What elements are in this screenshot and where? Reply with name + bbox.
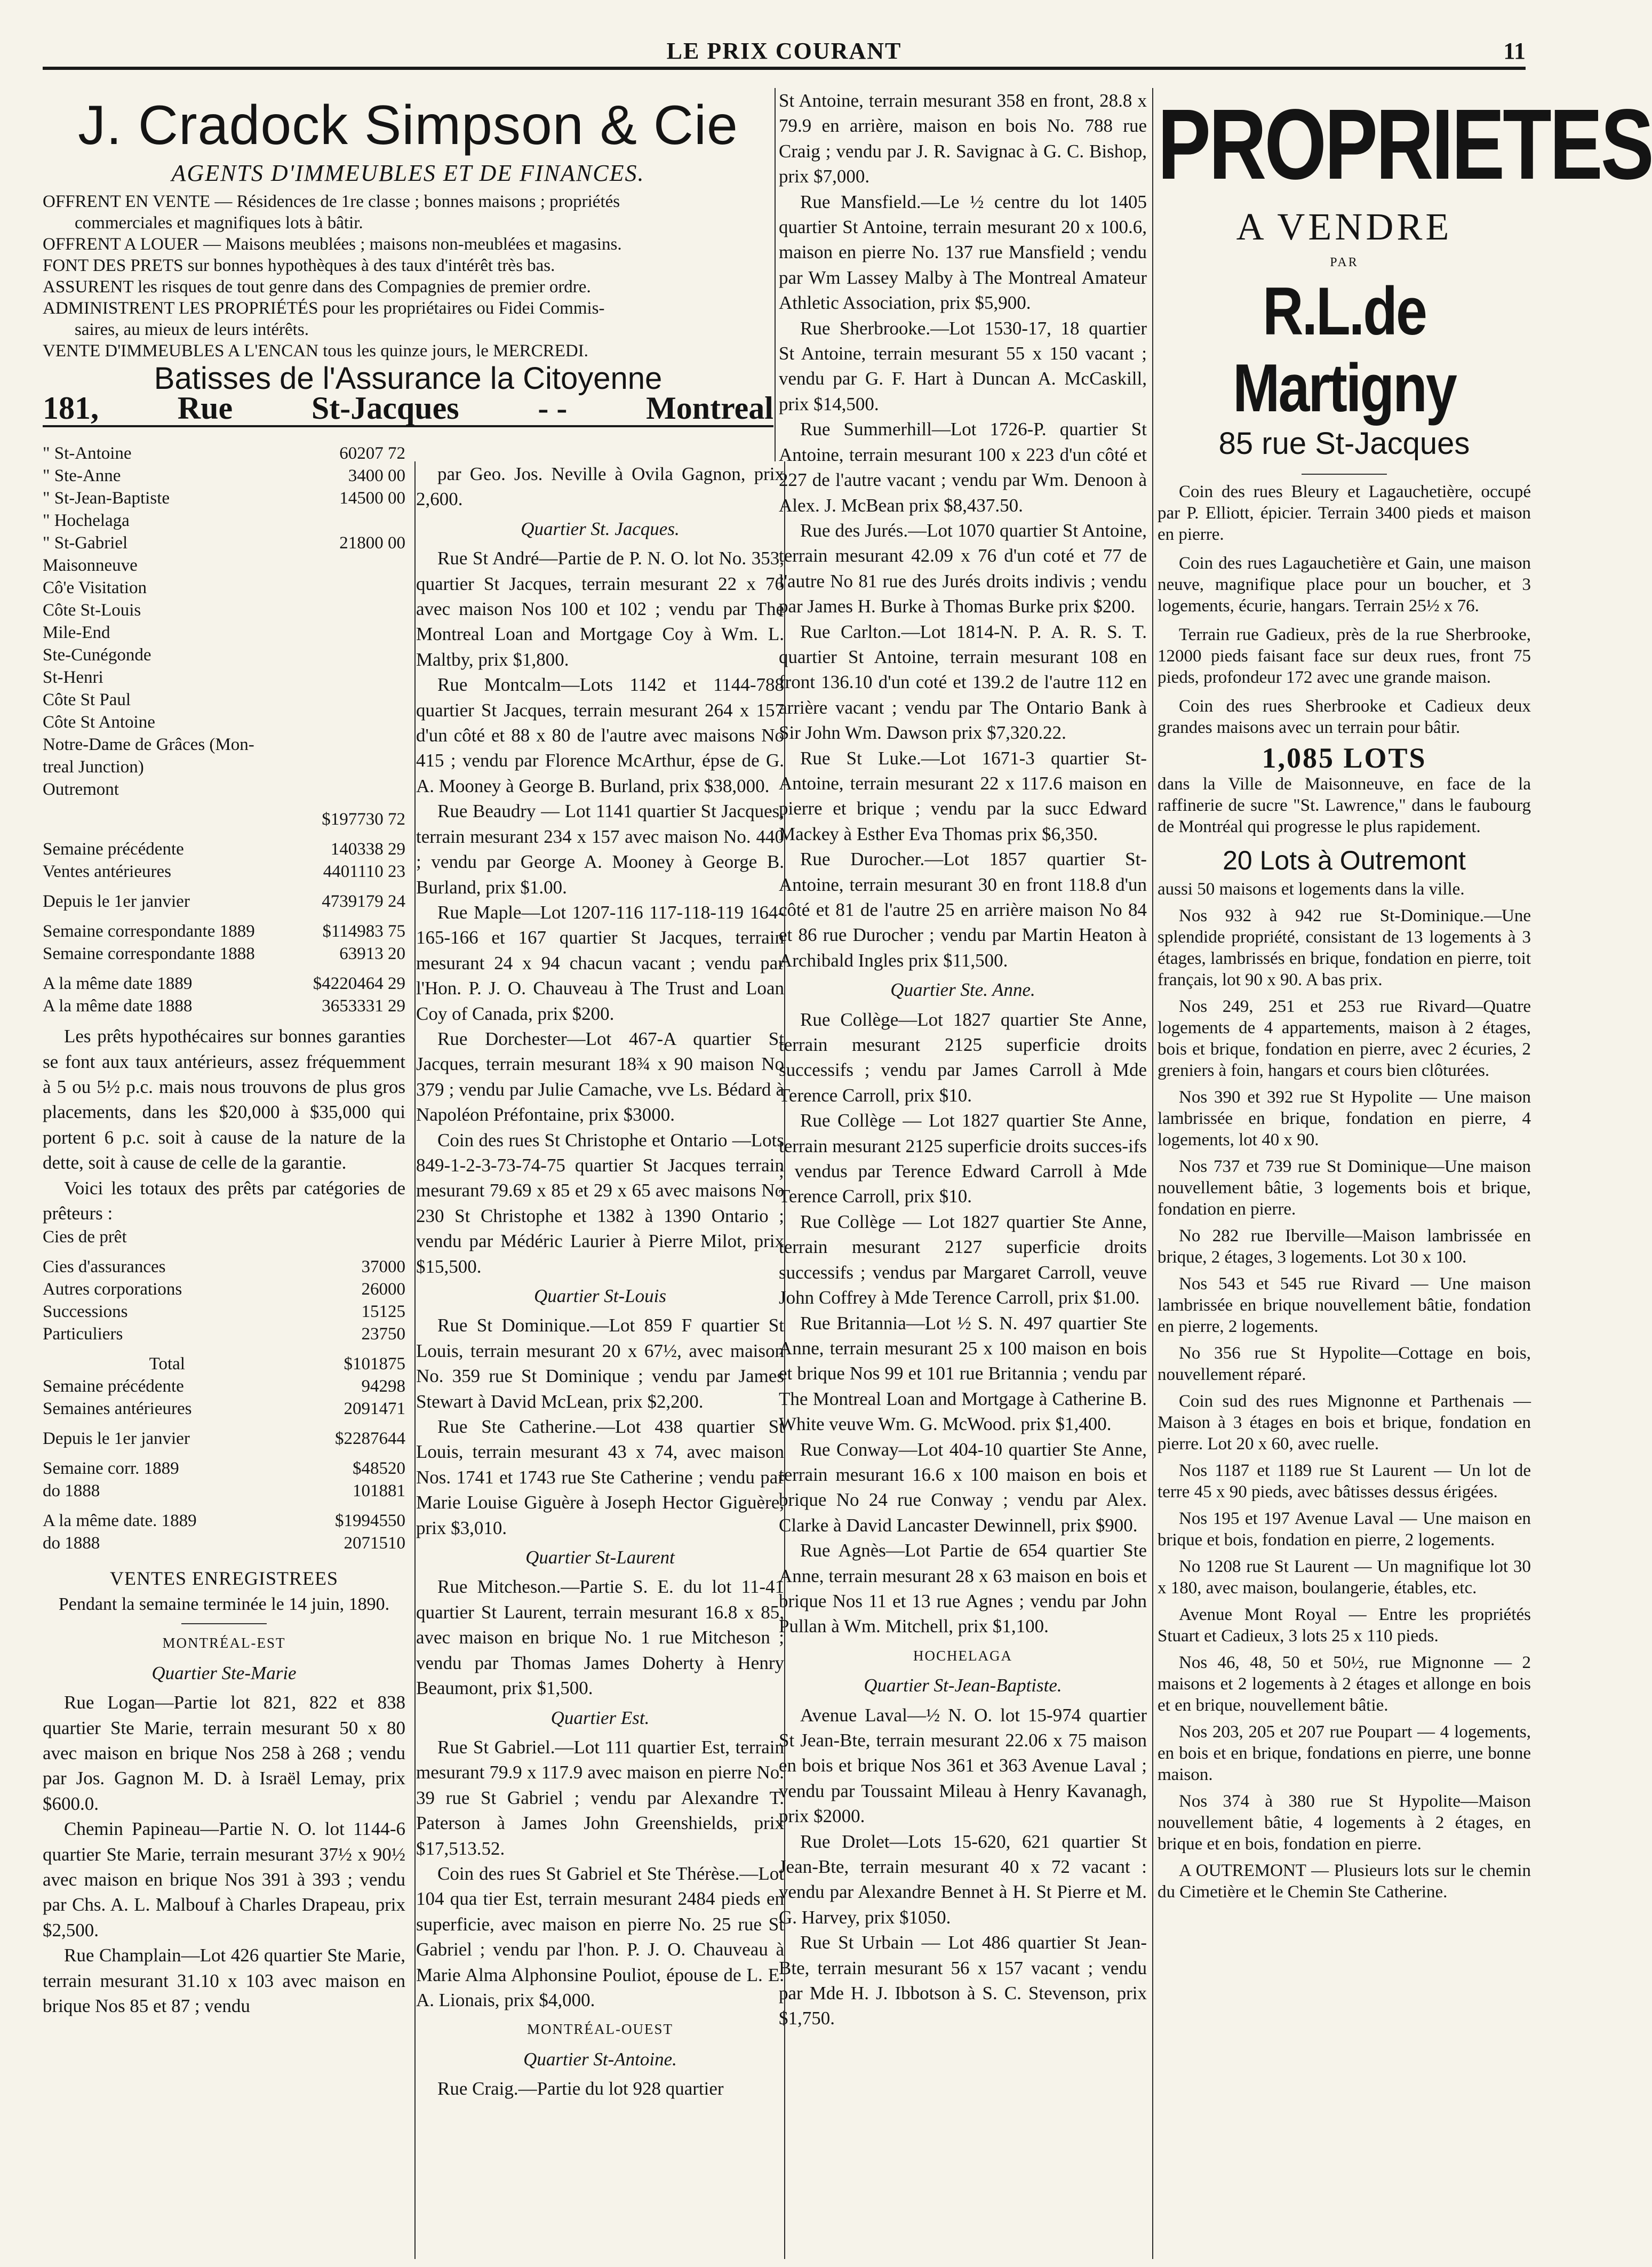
row-value: $197730 72 [322, 810, 405, 829]
lots-text: dans la Ville de Maisonneuve, en face de la raffinerie de sucre "St. Lawrence," dans le faubourg de Montréal qui progresse le plus rapidement. [1158, 774, 1531, 836]
address-part: St-Jacques [311, 390, 459, 426]
row-label: " St-Gabriel [43, 533, 128, 553]
row-value: 23750 [361, 1324, 405, 1344]
row-value: $101875 [344, 1354, 405, 1374]
column-3 [779, 88, 1147, 2259]
row-label: Successions [43, 1302, 128, 1322]
table-row [43, 756, 405, 778]
sale-paragraph: Rue Mitcheson.—Partie S. E. du lot 11-41 quartier St Laurent, terrain mesurant 16.8 x 85, avec maison en brique No. 1 rue Mitcheson ; vendu par Thomas James Doherty à Henry Beaumont, prix $1,500. [416, 1576, 784, 1699]
property-item: aussi 50 maisons et logements dans la ville. [1158, 880, 1465, 899]
outremont-heading: 20 Lots à Outremont [1223, 845, 1466, 875]
row-value: 26000 [361, 1280, 405, 1299]
cradock-firm-name: J. Cradock Simpson & Cie [78, 94, 738, 156]
row-label: Semaines antérieures [43, 1399, 192, 1419]
property-item: No 356 rue St Hypolite—Cottage en bois, nouvellement réparé. [1158, 1344, 1531, 1385]
column-rule [775, 88, 776, 461]
row-value: $114983 75 [322, 922, 405, 941]
address-part: Rue [177, 390, 233, 426]
sale-paragraph: Rue Ste Catherine.—Lot 438 quartier St Louis, terrain mesurant 43 x 74, avec maison Nos. 1741 et 1743 rue Ste Catherine ; vendu par Marie Louise Giguère à Joseph Hector Giguère, prix $3,010. [416, 1416, 784, 1538]
row-label: Total [149, 1354, 185, 1374]
column-rule [1152, 88, 1153, 2259]
row-label: Outremont [43, 780, 119, 800]
table-row [43, 995, 405, 1017]
row-label: Semaine correspondante 1889 [43, 922, 255, 941]
row-value [296, 599, 405, 621]
divider [1302, 474, 1387, 475]
row-label: Ventes antérieures [43, 862, 171, 882]
table-row [43, 1502, 405, 1532]
divider [181, 1623, 267, 1624]
property-item: Coin sud des rues Mignonne et Parthenais — Maison à 3 étages en bois et brique, fondation en pierre. Lot 20 x 60, avec ruelle. [1158, 1392, 1531, 1454]
table-row [43, 1532, 405, 1554]
sale-paragraph: par Geo. Jos. Neville à Ovila Gagnon, prix 2,600. [416, 464, 784, 510]
table-row [43, 1323, 405, 1345]
property-item: Nos 195 et 197 Avenue Laval — Une maison en brique et bois, fondation en pierre, 2 logements. [1158, 1509, 1531, 1550]
property-item: No 1208 rue St Laurent — Un magnifique lot 30 x 180, avec maison, boulangerie, étables, etc. [1158, 1557, 1531, 1598]
row-label: do 1888 [43, 1481, 100, 1501]
row-value: 37000 [361, 1257, 405, 1277]
sale-paragraph: Rue des Jurés.—Lot 1070 quartier St Antoine, terrain mesurant 42.09 x 76 d'un coté et 77 de l'autre No 81 rue des Jurés droits indivis ; vendu par James H. Burke à Thomas Burke prix $200. [779, 520, 1147, 617]
sale-paragraph: Rue Carlton.—Lot 1814-N. P. A. R. S. T. quartier St Antoine, terrain mesurant 108 en front 136.10 d'un coté et 139.2 de l'autre 112 en arrière vacant ; vendu par The Ontario Bank à Sir John Wm. Dawson prix $7,320.22. [779, 621, 1147, 744]
table-row [43, 1278, 405, 1300]
property-item: No 282 rue Iberville—Maison lambrissée en brique, 2 étages, 3 logements. Lot 30 x 100. [1158, 1226, 1531, 1267]
property-item: A OUTREMONT — Plusieurs lots sur le chemin du Cimetière et le Chemin Ste Catherine. [1158, 1861, 1531, 1902]
row-label: " Ste-Anne [43, 466, 121, 486]
par-label: PAR [1330, 256, 1359, 269]
sale-paragraph: Rue Craig.—Partie du lot 928 quartier [437, 2078, 724, 2100]
page-number: 11 [1503, 38, 1526, 64]
row-label: Ste-Cunégonde [43, 645, 151, 665]
sale-paragraph: Rue Mansfield.—Le ½ centre du lot 1405 quartier St Antoine, terrain mesurant 20 x 100.6, maison en pierre No. 137 rue Mansfield ; vendu par Wm Lassey Malby à The Montreal Amateur Athletic Association, prix $5,900. [779, 191, 1147, 314]
prets-table [43, 1226, 405, 1554]
row-label: A la même date. 1889 [43, 1511, 197, 1531]
row-label: A la même date 1889 [43, 974, 193, 994]
row-label: A la même date 1888 [43, 996, 193, 1016]
property-item: Nos 46, 48, 50 et 50½, rue Mignonne — 2 maisons et 2 logements à 2 étages et allonge en bois et en brique, nouvellement bâtie. [1158, 1653, 1531, 1715]
row-label: " St-Antoine [43, 444, 132, 464]
ventes-enreg-title: VENTES ENREGISTREES [110, 1568, 338, 1590]
cradock-line: FONT DES PRETS sur bonnes hypothèques à des taux d'intérêt très bas. [43, 256, 555, 276]
row-value: $4220464 29 [313, 974, 405, 994]
quartier-heading: Quartier St. Jacques. [521, 518, 680, 539]
table-row [43, 689, 405, 711]
sale-paragraph: Coin des rues St Gabriel et Ste Thérèse.—Lot 104 qua tier Est, terrain mesurant 2484 pieds en superficie, avec maison en pierre No. 25 rue St Gabriel ; vendu par l'hon. P. J. O. Chauveau à Marie Alma Alphonsine Pouliot, épouse de L. E. A. Lionais, prix $4,000. [416, 1863, 784, 2010]
table-row [43, 1248, 405, 1278]
row-label: Autres corporations [43, 1280, 182, 1299]
row-value: 2091471 [344, 1399, 405, 1419]
sale-paragraph: Rue St Urbain — Lot 486 quartier St Jean-Bte, terrain mesurant 56 x 157 vacant ; vendu par Mde H. J. Ibbotson à S. C. Stevenson, prix $1,750. [779, 1932, 1147, 2029]
table-row [43, 943, 405, 965]
table-row [43, 965, 405, 995]
district-heading: MONTRÉAL-EST [162, 1635, 286, 1651]
row-label: " Hochelaga [43, 511, 130, 531]
property-item: Nos 1187 et 1189 rue St Laurent — Un lot de terre 45 x 90 pieds, avec bâtisses dessus érigées. [1158, 1461, 1531, 1502]
row-value: 2071510 [344, 1534, 405, 1553]
quartier-heading: Quartier St-Louis [534, 1286, 666, 1306]
row-value: 63913 20 [339, 944, 405, 964]
sale-paragraph: Rue Collège — Lot 1827 quartier Ste Anne, terrain mesurant 2127 superficie droits successifs ; vendus par Margaret Carroll, veuve John Coffrey à Mde Terence Carroll, prix $1.00. [779, 1211, 1147, 1308]
table-row [43, 1450, 405, 1480]
row-value: 3653331 29 [322, 996, 405, 1016]
table-row [43, 644, 405, 666]
row-value [296, 778, 405, 801]
row-label: Semaine corr. 1889 [43, 1459, 179, 1479]
row-label: Cies de prêt [43, 1227, 127, 1247]
ventes-enreg-paras [43, 1690, 405, 2018]
sale-paragraph: Coin des rues St Christophe et Ontario —Lots 849-1-2-3-73-74-75 quartier St Jacques terrain mesurant 79.69 x 85 et 29 x 65 avec maisons No 230 St Christophe et 1382 à 1390 Ontario ; vendu par Médéric Laurier à Pierre Milot, prix $15,500. [416, 1129, 784, 1277]
sale-paragraph: Rue Logan—Partie lot 821, 822 et 838 quartier Ste Marie, terrain mesurant 50 x 80 avec maison en brique Nos 258 à 268 ; vendu par Jos. Gagnon M. D. à Israël Lemay, prix $600.0. [43, 1692, 405, 1814]
row-value: 21800 00 [339, 533, 405, 553]
cradock-subtitle: AGENTS D'IMMEUBLES ET DE FINANCES. [171, 160, 645, 186]
cradock-line: OFFRENT A LOUER — Maisons meublées ; maisons non-meublées et magasins. [43, 235, 622, 254]
row-value: 3400 00 [348, 466, 405, 486]
table-row [43, 801, 405, 831]
property-item: Nos 203, 205 et 207 rue Poupart — 4 logements, en bois et en brique, fondations en pierre, une bonne maison. [1158, 1722, 1531, 1785]
row-value: 4401110 23 [323, 862, 405, 882]
lots-heading: 1,085 LOTS [1262, 742, 1427, 775]
property-item: Nos 390 et 392 rue St Hypolite — Une maison lambrissée en brique, fondation en pierre, 4 logements, lot 40 x 90. [1158, 1088, 1531, 1150]
sale-paragraph: Rue Beaudry — Lot 1141 quartier St Jacques, terrain mesurant 234 x 157 avec maison No. 440 ; vendu par George A. Mooney à George B. Burland, prix $1.00. [416, 801, 784, 898]
row-label: Semaine correspondante 1888 [43, 944, 255, 964]
address-part: - - [538, 390, 568, 426]
row-label: Côte St Paul [43, 690, 131, 710]
ventes-table [43, 442, 405, 1017]
row-label: do 1888 [43, 1534, 100, 1553]
table-row [43, 666, 405, 689]
row-value: $48520 [353, 1459, 405, 1479]
property-item: Avenue Mont Royal — Entre les propriétés Stuart et Cadieux, 3 lots 25 x 110 pieds. [1158, 1605, 1531, 1646]
table-row [43, 1398, 405, 1420]
cradock-address [43, 390, 773, 427]
table-row [43, 1480, 405, 1502]
property-list-a [1158, 481, 1531, 738]
table-row [43, 1300, 405, 1323]
row-value: 4739179 24 [322, 892, 405, 912]
sale-paragraph: Rue Montcalm—Lots 1142 et 1144-788 quartier St Jacques, terrain mesurant 264 x 157 d'un côté et 88 x 80 de l'autre avec maisons No 415 ; vendu par Florence McArthur, épse de G. A. Mooney à George B. Burland, prix $38,000. [416, 674, 784, 796]
table-row [43, 509, 405, 532]
table-row [43, 577, 405, 599]
sale-paragraph: Rue Dorchester—Lot 467-A quartier St Jacques, terrain mesurant 18¾ x 90 maison No 379 ; vendu par Julie Camache, vve Ls. Bédard à Napoléon Préfontaine, prix $3000. [416, 1028, 784, 1125]
row-label: Notre-Dame de Grâces (Mon- [43, 735, 254, 755]
row-label [43, 801, 296, 831]
quartier-heading: Quartier Ste. Anne. [890, 979, 1035, 1001]
row-value [296, 644, 405, 666]
sale-paragraph: Rue Collège — Lot 1827 quartier Ste Anne, terrain mesurant 2125 superficie droits succes-ifs ; vendus par Terence Edward Carroll à Mde Terence Carroll, prix $10. [779, 1110, 1147, 1207]
row-label: Depuis le 1er janvier [43, 892, 190, 912]
table-row [43, 711, 405, 733]
sale-paragraph: Rue Collège—Lot 1827 quartier Ste Anne, terrain mesurant 2125 superficie droits successifs ; vendu par James Carroll à Mde Terence Carroll, prix $10. [779, 1009, 1147, 1106]
sale-paragraph: Rue St Gabriel.—Lot 111 quartier Est, terrain mesurant 79.9 x 117.9 avec maison en pierre No. 39 rue St Gabriel ; vendu par Alexandre T. Paterson à James John Greenshields, prix $17,513.52. [416, 1736, 784, 1859]
row-label: St-Henri [43, 668, 103, 688]
ventes-enreg-subtitle: Pendant la semaine terminée le 14 juin, 1890. [58, 1594, 390, 1614]
cradock-line: OFFRENT EN VENTE — Résidences de 1re classe ; bonnes maisons ; propriétés [43, 192, 620, 212]
address-part: 181, [43, 390, 99, 426]
row-value [296, 689, 405, 711]
quartier-heading: Quartier St-Laurent [525, 1547, 675, 1568]
martigny-name: R.L.de Martigny [1233, 274, 1456, 427]
table-row [43, 1375, 405, 1398]
cradock-line: ADMINISTRENT LES PROPRIÉTÉS pour les propriétaires ou Fidei Commis- [43, 299, 605, 318]
row-value [296, 756, 405, 778]
row-label: Semaine précédente [43, 840, 184, 859]
sale-paragraph: Rue Drolet—Lots 15-620, 621 quartier St Jean-Bte, terrain mesurant 40 x 72 vacant : vendu par Alexandre Bennet à H. St Pierre et M. G. Harvey, prix $1050. [779, 1831, 1147, 1928]
table-row [43, 831, 405, 860]
district-heading: HOCHELAGA [913, 1647, 1012, 1664]
row-value: 94298 [361, 1377, 405, 1396]
row-value [296, 666, 405, 689]
quartier-heading: Quartier Est. [550, 1707, 650, 1728]
table-row [43, 554, 405, 577]
cradock-ad [43, 93, 773, 427]
property-item: Coin des rues Sherbrooke et Cadieux deux grandes maisons avec un terrain pour bâtir. [1158, 697, 1531, 738]
proprietes-heading: PROPRIETES [1158, 88, 1652, 200]
row-label: Cies d'assurances [43, 1257, 166, 1277]
property-item: Nos 249, 251 et 253 rue Rivard—Quatre logements de 4 appartements, maison à 2 étages, bois et brique, fondation en pierre, avec 2 écuries, 2 greniers à foin, hangars et cours bien clôturées. [1158, 997, 1531, 1081]
sale-paragraph: Rue St André—Partie de P. N. O. lot No. 353, quartier St Jacques, terrain mesurant 22 x 76 avec maison Nos 100 et 102 ; vendu par The Montreal Loan and Mortgage Coy à Wm. L. Maltby, prix $1,800. [416, 548, 784, 670]
row-label: Mile-End [43, 623, 110, 643]
sale-paragraph: Chemin Papineau—Partie N. O. lot 1144-6 quartier Ste Marie, terrain mesurant 37½ x 90½ avec maison en brique Nos 391 à 393 ; vendu par Chs. A. L. Malbouf à Charles Drapeau, prix $2,500. [43, 1818, 405, 1941]
row-value [296, 621, 405, 644]
sale-paragraph: Rue Maple—Lot 1207-116 117-118-119 164-165-166 et 167 quartier St Jacques, terrain mesurant 24 x 94 chacun vacant ; vendu par l'Hon. P. J. O. Chauveau à The Trust and Loan Coy of Canada, prix $200. [416, 901, 784, 1024]
row-label: Côte St Antoine [43, 713, 155, 732]
cradock-building: Batisses de l'Assurance la Citoyenne [154, 361, 663, 396]
cradock-line: commerciales et magnifiques lots à bâtir. [75, 213, 363, 233]
table-row [43, 1226, 405, 1248]
table-row [43, 532, 405, 554]
row-value: $2287644 [335, 1429, 405, 1449]
row-label: Depuis le 1er janvier [43, 1429, 190, 1449]
table-row [43, 778, 405, 801]
sale-paragraph: Rue Durocher.—Lot 1857 quartier St-Antoine, terrain mesurant 30 en front 118.8 d'un côté et 81 de l'autre 25 en arrière maison No 84 et 86 rue Durocher ; vendu par Martin Heaton à Archibald Ingles prix $11,500. [779, 849, 1147, 971]
table-row [43, 465, 405, 487]
table-row [43, 599, 405, 621]
quartier-heading: Quartier St-Antoine. [523, 2048, 677, 2070]
masthead [43, 37, 1526, 69]
martigny-ad [1158, 88, 1652, 2259]
property-item: Terrain rue Gadieux, près de la rue Sherbrooke, 12000 pieds faisant face sur deux rues, front 75 pieds, profondeur 172 avec une grande maison. [1158, 625, 1531, 688]
row-value: 101881 [353, 1481, 405, 1501]
cradock-line: saires, au mieux de leurs intérêts. [75, 320, 309, 340]
totaux-paragraph: Voici les totaux des prêts par catégories de prêteurs : [43, 1177, 405, 1224]
district-heading: MONTRÉAL-OUEST [527, 2021, 673, 2038]
row-value: $1994550 [335, 1511, 405, 1531]
sale-paragraph: Rue Agnès—Lot Partie de 654 quartier Ste Anne, terrain mesurant 28 x 63 maison en bois et brique Nos 11 et 13 rue Agnes ; vendu par John Pullan à Wm. Mitchell, prix $1,100. [779, 1540, 1147, 1637]
row-value [296, 711, 405, 733]
property-item: Nos 543 et 545 rue Rivard — Une maison lambrissée en brique nouvellement bâtie, fondation en pierre, 2 logements. [1158, 1274, 1531, 1337]
stats-column [43, 442, 405, 2018]
quartier-heading: Quartier Ste-Marie [151, 1662, 297, 1683]
table-row [43, 442, 405, 465]
row-value [296, 577, 405, 599]
property-item: Coin des rues Lagauchetière et Gain, une maison neuve, magnifique place pour un boucher, et 3 logements, écurie, hangars. Terrain 25½ x 76. [1158, 554, 1531, 616]
table-row [43, 1420, 405, 1450]
row-label: Maisonneuve [43, 556, 138, 576]
property-item: Nos 737 et 739 rue St Dominique—Une maison nouvellement bâtie, 3 logements bois et brique, fondation en pierre. [1158, 1157, 1531, 1219]
cradock-lines [43, 191, 773, 362]
sale-paragraph: Avenue Laval—½ N. O. lot 15-974 quartier St Jean-Bte, terrain mesurant 22.06 x 75 maison en bois et brique Nos 361 et 363 Avenue Laval ; vendu par Toussaint Mileau à Henry Kavanagh, prix $2000. [779, 1704, 1147, 1827]
cradock-line: ASSURENT les risques de tout genre dans des Compagnies de premier ordre. [43, 277, 591, 297]
row-value [296, 554, 405, 577]
table-row [43, 733, 405, 756]
sale-paragraph: Rue Britannia—Lot ½ S. N. 497 quartier Ste Anne, terrain mesurant 25 x 100 maison en bois et brique Nos 99 et 101 rue Britannia ; vendu par The Montreal Loan and Mortgage à Catherine B. White veuve Wm. G. McWood. prix $1,400. [779, 1312, 1147, 1435]
property-list-b [1158, 879, 1531, 1903]
table-row [43, 1345, 405, 1375]
cradock-line: VENTE D'IMMEUBLES A L'ENCAN tous les quinze jours, le MERCREDI. [43, 341, 588, 361]
column-2 [416, 461, 784, 2259]
row-value: 140338 29 [330, 840, 405, 859]
row-value: 15125 [361, 1302, 405, 1322]
property-item: Nos 932 à 942 rue St-Dominique.—Une splendide propriété, consistant de 13 logements à 3 étages, lambrissés en brique, fondation en pierre, toit français, lot 90 x 90. A bas prix. [1158, 906, 1531, 990]
sale-paragraph: Rue St Dominique.—Lot 859 F quartier St Louis, terrain mesurant 20 x 67½, avec maison No. 359 rue St Dominique ; vendu par James Stewart à David McLean, prix $2,200. [416, 1315, 784, 1412]
prets-paragraph: Les prêts hypothécaires sur bonnes garanties se font aux taux antérieurs, assez fréquemment à 5 ou 5½ p.c. mais nous trouvons de plus gros placements, dans les $20,000 à $35,000 qui portent 6 p.c. soit à cause de la nature de la dette, soit à cause de celle de la garantie. [43, 1026, 405, 1174]
row-label: treal Junction) [43, 757, 144, 777]
martigny-address: 85 rue St-Jacques [1218, 426, 1470, 461]
row-value [292, 1226, 405, 1248]
sale-paragraph: Rue Champlain—Lot 426 quartier Ste Marie, terrain mesurant 31.10 x 103 avec maison en brique Nos 85 et 87 ; vendu [43, 1945, 405, 2016]
table-row [43, 883, 405, 913]
row-label: Cô'e Visitation [43, 578, 147, 598]
masthead-rule [43, 67, 1526, 70]
row-label: " St-Jean-Baptiste [43, 489, 170, 508]
table-row [43, 621, 405, 644]
row-value [296, 733, 405, 756]
sale-paragraph: Rue St Luke.—Lot 1671-3 quartier St-Antoine, terrain mesurant 22 x 117.6 maison en pierre et brique ; vendu par la succ Edward Mackey à Esther Eva Thomas prix $6,350. [779, 747, 1147, 844]
row-value: 60207 72 [339, 444, 405, 464]
sale-paragraph: Rue Summerhill—Lot 1726-P. quartier St Antoine, terrain mesurant 100 x 223 d'un côté et 227 de l'autre vacant ; vendu par Wm. Denoon à Alex. J. McBean prix $8,437.50. [779, 419, 1147, 516]
row-value [296, 509, 405, 532]
sale-paragraph: Rue Conway—Lot 404-10 quartier Ste Anne, terrain mesurant 16.6 x 100 maison en bois et brique No 24 rue Conway ; vendu par Alex. Clarke à David Lancaster Dewinnell, prix $900. [779, 1439, 1147, 1536]
a-vendre-heading: A VENDRE [1236, 205, 1453, 248]
sale-paragraph: Rue Sherbrooke.—Lot 1530-17, 18 quartier St Antoine, terrain mesurant 55 x 150 vacant ; vendu par G. F. Hart à Duncan A. McCaskill, prix $14,500. [779, 317, 1147, 414]
row-label: Semaine précédente [43, 1377, 184, 1396]
row-value: 14500 00 [339, 489, 405, 508]
property-item: Nos 374 à 380 rue St Hypolite—Maison nouvellement bâtie, 4 logements à 2 étages, en brique et en bois, fondation en pierre. [1158, 1792, 1531, 1854]
row-label: Particuliers [43, 1324, 123, 1344]
property-item: Coin des rues Bleury et Lagauchetière, occupé par P. Elliott, épicier. Terrain 3400 pieds et maison en pierre. [1158, 482, 1531, 545]
table-row [43, 860, 405, 883]
newspaper-title: LE PRIX COURANT [666, 38, 902, 64]
row-label: Côte St-Louis [43, 601, 141, 620]
quartier-heading: Quartier St-Jean-Baptiste. [864, 1675, 1062, 1696]
table-row [43, 913, 405, 943]
sale-paragraph: St Antoine, terrain mesurant 358 en front, 28.8 x 79.9 en arrière, maison en bois No. 788 rue Craig ; vendu par J. R. Savignac à G. C. Bishop, prix $7,000. [779, 90, 1147, 187]
table-row [43, 487, 405, 509]
address-part: Montreal [646, 390, 773, 426]
